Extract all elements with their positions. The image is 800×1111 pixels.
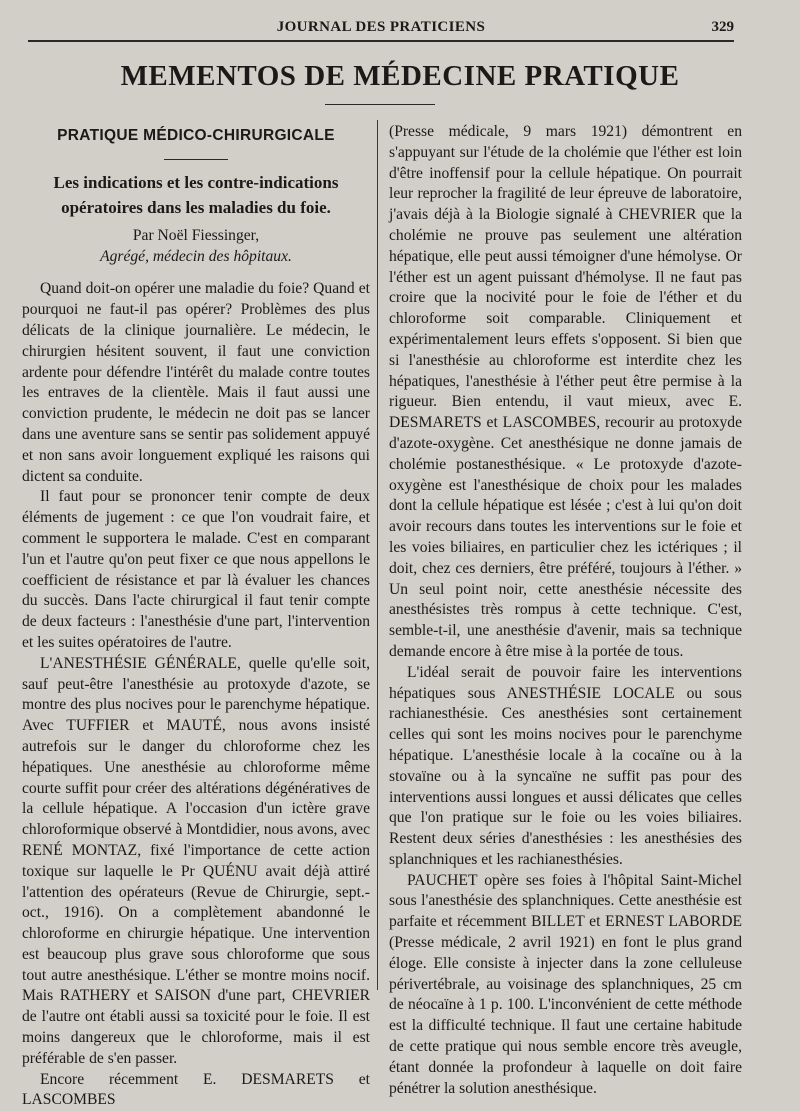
right-column xyxy=(389,122,742,1099)
paragraph: L'idéal serait de pouvoir faire les interventions hépatiques sous ANESTHÉSIE LOCALE ou sous rachianesthésie. Ces anesthésies sont certainement celles qui sont les moins nocives pour le parenchyme hépatique. L'anesthésie locale à la cocaïne ou à la stovaïne ou à la syncaïne ne suffit pas pour des interventions aussi longues et aussi délicates que celles que l'on pratique sur le foie ou les voies biliaires. Restent deux séries d'anesthésies : les anesthésies des splanchniques et les rachianesthésies. xyxy=(389,663,742,868)
rubric-heading: PRATIQUE MÉDICO-CHIRURGICALE xyxy=(57,127,335,144)
journal-title: JOURNAL DES PRATICIENS xyxy=(276,19,486,35)
byline: Par Noël Fiessinger, xyxy=(132,226,260,244)
section-title: MEMENTOS DE MÉDECINE PRATIQUE xyxy=(120,60,680,92)
rubric-rule xyxy=(164,159,228,160)
column-divider xyxy=(377,120,378,990)
left-column xyxy=(22,122,370,1111)
paragraph: Quand doit-on opérer une maladie du foie? Quand et pourquoi ne faut-il pas opérer? Problèmes des plus délicats de la clinique journalière. Le médecin, le chirurgien hésitent souvent, il faut une conviction ardente pour défendre l'intérêt du malade contre toutes les entraves de la clientèle. Mais il faut aussi une conviction prudente, le médecin ne doit pas se lancer dans une aventure sans se sentir pas solidement appuyé et non sans avoir longuement expliqué les raisons qui dictent sa conduite. xyxy=(22,280,370,485)
paragraph: PAUCHET opère ses foies à l'hôpital Saint-Michel sous l'anesthésie des splanchniques. Cette anesthésie est parfaite et récemment BILLET et ERNEST LABORDE (Presse médicale, 2 avril 1921) en font le plus grand éloge. Elle consiste à injecter dans la zone celluleuse périvertébrale, au voisinage des splanchniques, 25 cm de néocaïne à 1 p. 100. L'inconvénient de cette méthode est la difficulté technique. Il faut une certaine habitude de cette pratique qui nous semble encore très aveugle, étant donnée la profondeur à laquelle on doit faire pénétrer la solution anesthésique. xyxy=(389,871,742,1097)
article-title: Les indications et les contre-indications opératoires dans les maladies du foie. xyxy=(53,172,339,217)
title-rule xyxy=(325,104,435,105)
running-header xyxy=(28,17,734,39)
paragraph: L'ANESTHÉSIE GÉNÉRALE, quelle qu'elle soit, sauf peut-être l'anesthésie au protoxyde d'azote, se montre des plus nocives pour le parenchyme hépatique. Avec TUFFIER et MAUTÉ, nous avons insisté autrefois sur le danger du chloroforme chez les hépatiques. Une anesthésie au chloroforme même courte suffit pour créer des altérations dégénératives de la cellule hépatique. A l'occasion d'un ictère grave chloroformique observé à Montdidier, nous avons, avec RENÉ MONTAZ, fixé l'importance de cette action toxique sur laquelle le Pr QUÉNU avait déjà attiré l'attention des opérateurs (Revue de Chirurgie, sept.-oct., 1916). On a complètement abandonné le chloroforme en chirurgie hépatique. Une intervention est beaucoup plus grave sous chloroforme que sous tout autre anesthésique. L'éther se montre moins nocif. Mais RATHERY et SAISON d'une part, CHEVRIER de l'autre ont établi aussi sa toxicité pour le foie. Il est moins dangereux que le chloroforme, mais il est préférable de s'en passer. xyxy=(22,654,370,1067)
paragraph: Il faut pour se prononcer tenir compte de deux éléments de jugement : ce que l'on voudrait faire, et comment le supportera le malade. C'est en comparant l'un et l'autre qu'on peut fixer ce que nous appellons le coefficient de résistance et par là évaluer les chances du succès. Dans l'acte chirurgical il faut tenir compte de deux facteurs : l'anesthésie d'une part, l'intervention et les suites opératoires de l'autre. xyxy=(22,488,370,651)
author-role: Agrégé, médecin des hôpitaux. xyxy=(100,247,292,265)
paragraph: Encore récemment E. DESMARETS et LASCOMBES xyxy=(22,1070,370,1109)
paragraph: (Presse médicale, 9 mars 1921) démontrent en s'appuyant sur l'étude de la cholémie que l'éther est loin d'être inoffensif pour la cellule hépatique. On pourrait leur reprocher la fragilité de leur épreuve de laboratoire, j'avais déjà à la Biologie signalé à CHEVRIER que la cholémie ne prouve pas seulement une altération hépatique, elle peut aussi témoigner d'une hémolyse. Or l'éther est un agent puissant d'hémolyse. Il ne faut pas croire que la nocivité pour le foie de l'éther et du chloroforme soit comparable. Cliniquement et expérimentalement leurs effets s'opposent. Si bien que si l'anesthésie au chloroforme est interdite chez les hépatiques, l'anesthésie à l'éther peut être permise à la rigueur. Bien entendu, il vaut mieux, avec E. DESMARETS et LASCOMBES, recourir au protoxyde d'azote-oxygène. Cet anesthésique ne donne jamais de cholémie postanesthésique. « Le protoxyde d'azote-oxygène est l'anesthésique de choix pour les malades dont la cellule hépatique est lésée ; c'est à lui qu'on doit avoir recours dans toutes les interventions sur le foie et les voies biliaires, en particulier chez les ictériques ; il doit, chez ces derniers, être préféré, toujours à l'éther. » Un seul point noir, cette anesthésie nécessite des anesthésistes très rompus à cette technique. C'est, semble-t-il, une anesthésie d'avenir, mais sa technique demande encore à être mise à la portée de tous. xyxy=(389,123,742,660)
page-number: 329 xyxy=(711,19,734,35)
header-rule xyxy=(28,40,734,42)
